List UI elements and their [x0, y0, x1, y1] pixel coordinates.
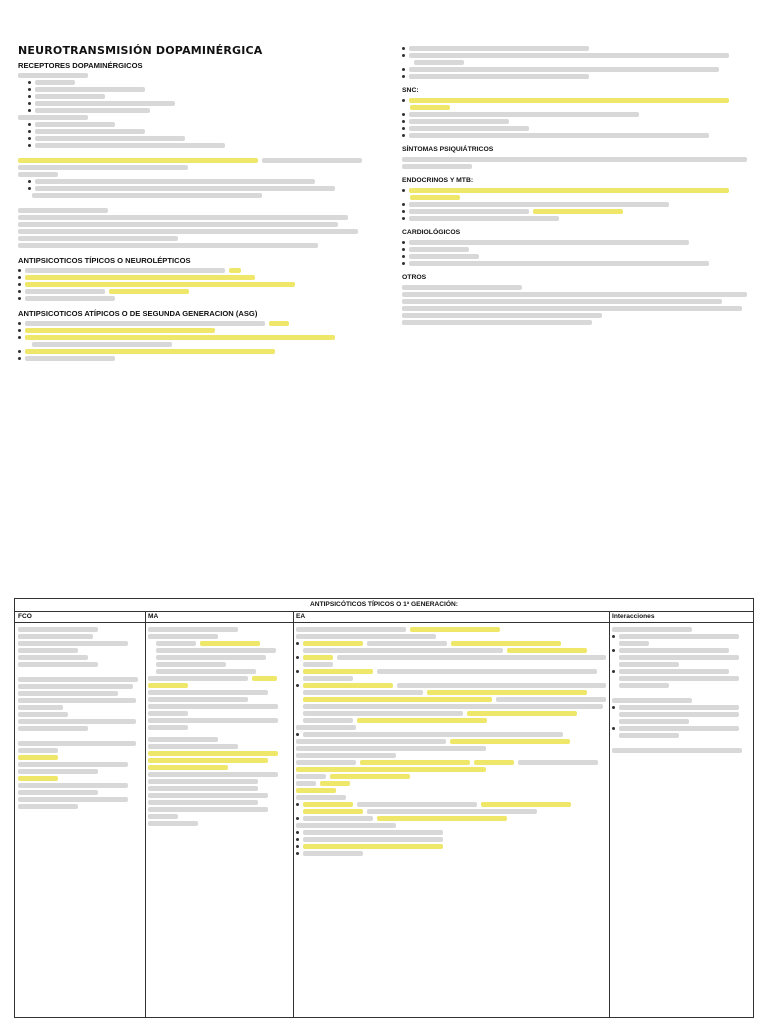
receptores-placeholder	[18, 73, 384, 148]
otros-placeholder	[402, 285, 754, 325]
page-title: NEUROTRANSMISIÓN DOPAMINÉRGICA	[18, 44, 263, 57]
receptor-list-placeholder	[402, 46, 754, 79]
vias-placeholder	[18, 158, 384, 248]
tipicos-heading: ANTIPSICOTICOS TÍPICOS O NEUROLÉPTICOS	[18, 255, 191, 265]
left-column	[18, 44, 384, 363]
cardiologicos-heading: CARDIOLÓGICOS	[402, 228, 461, 236]
psiquiatricos-placeholder	[402, 157, 754, 169]
atipicos-heading: ANTIPSICOTICOS ATÍPICOS O DE SEGUNDA GENERACION (ASG)	[18, 308, 258, 318]
table-caption: ANTIPSICÓTICOS TÍPICOS O 1ª GENERACIÓN:	[15, 599, 753, 612]
antipsicoticos-table	[14, 598, 754, 1018]
cardiologicos-placeholder	[402, 240, 754, 266]
right-column	[402, 44, 754, 327]
table-cell-ma	[145, 622, 293, 1017]
receptores-heading: RECEPTORES DOPAMINÉRGICOS	[18, 60, 143, 70]
table-cell-fco	[15, 622, 145, 1017]
table-header-ea: EA	[296, 613, 306, 620]
otros-heading: OTROS	[402, 273, 427, 281]
tipicos-placeholder	[18, 268, 384, 301]
atipicos-placeholder	[18, 321, 384, 361]
table-cell-ea	[293, 622, 609, 1017]
snc-placeholder	[402, 98, 754, 138]
table-header-ma: MA	[148, 613, 159, 620]
table-header-fco: FCO	[18, 613, 32, 620]
table-header-interacciones: Interacciones	[612, 613, 655, 620]
table-cell-interacciones	[609, 622, 755, 1017]
endocrinos-placeholder	[402, 188, 754, 221]
psiquiatricos-heading: SÍNTOMAS PSIQUIÁTRICOS	[402, 145, 494, 153]
endocrinos-heading: ENDOCRINOS Y MTB:	[402, 176, 474, 184]
snc-heading: SNC:	[402, 87, 419, 94]
